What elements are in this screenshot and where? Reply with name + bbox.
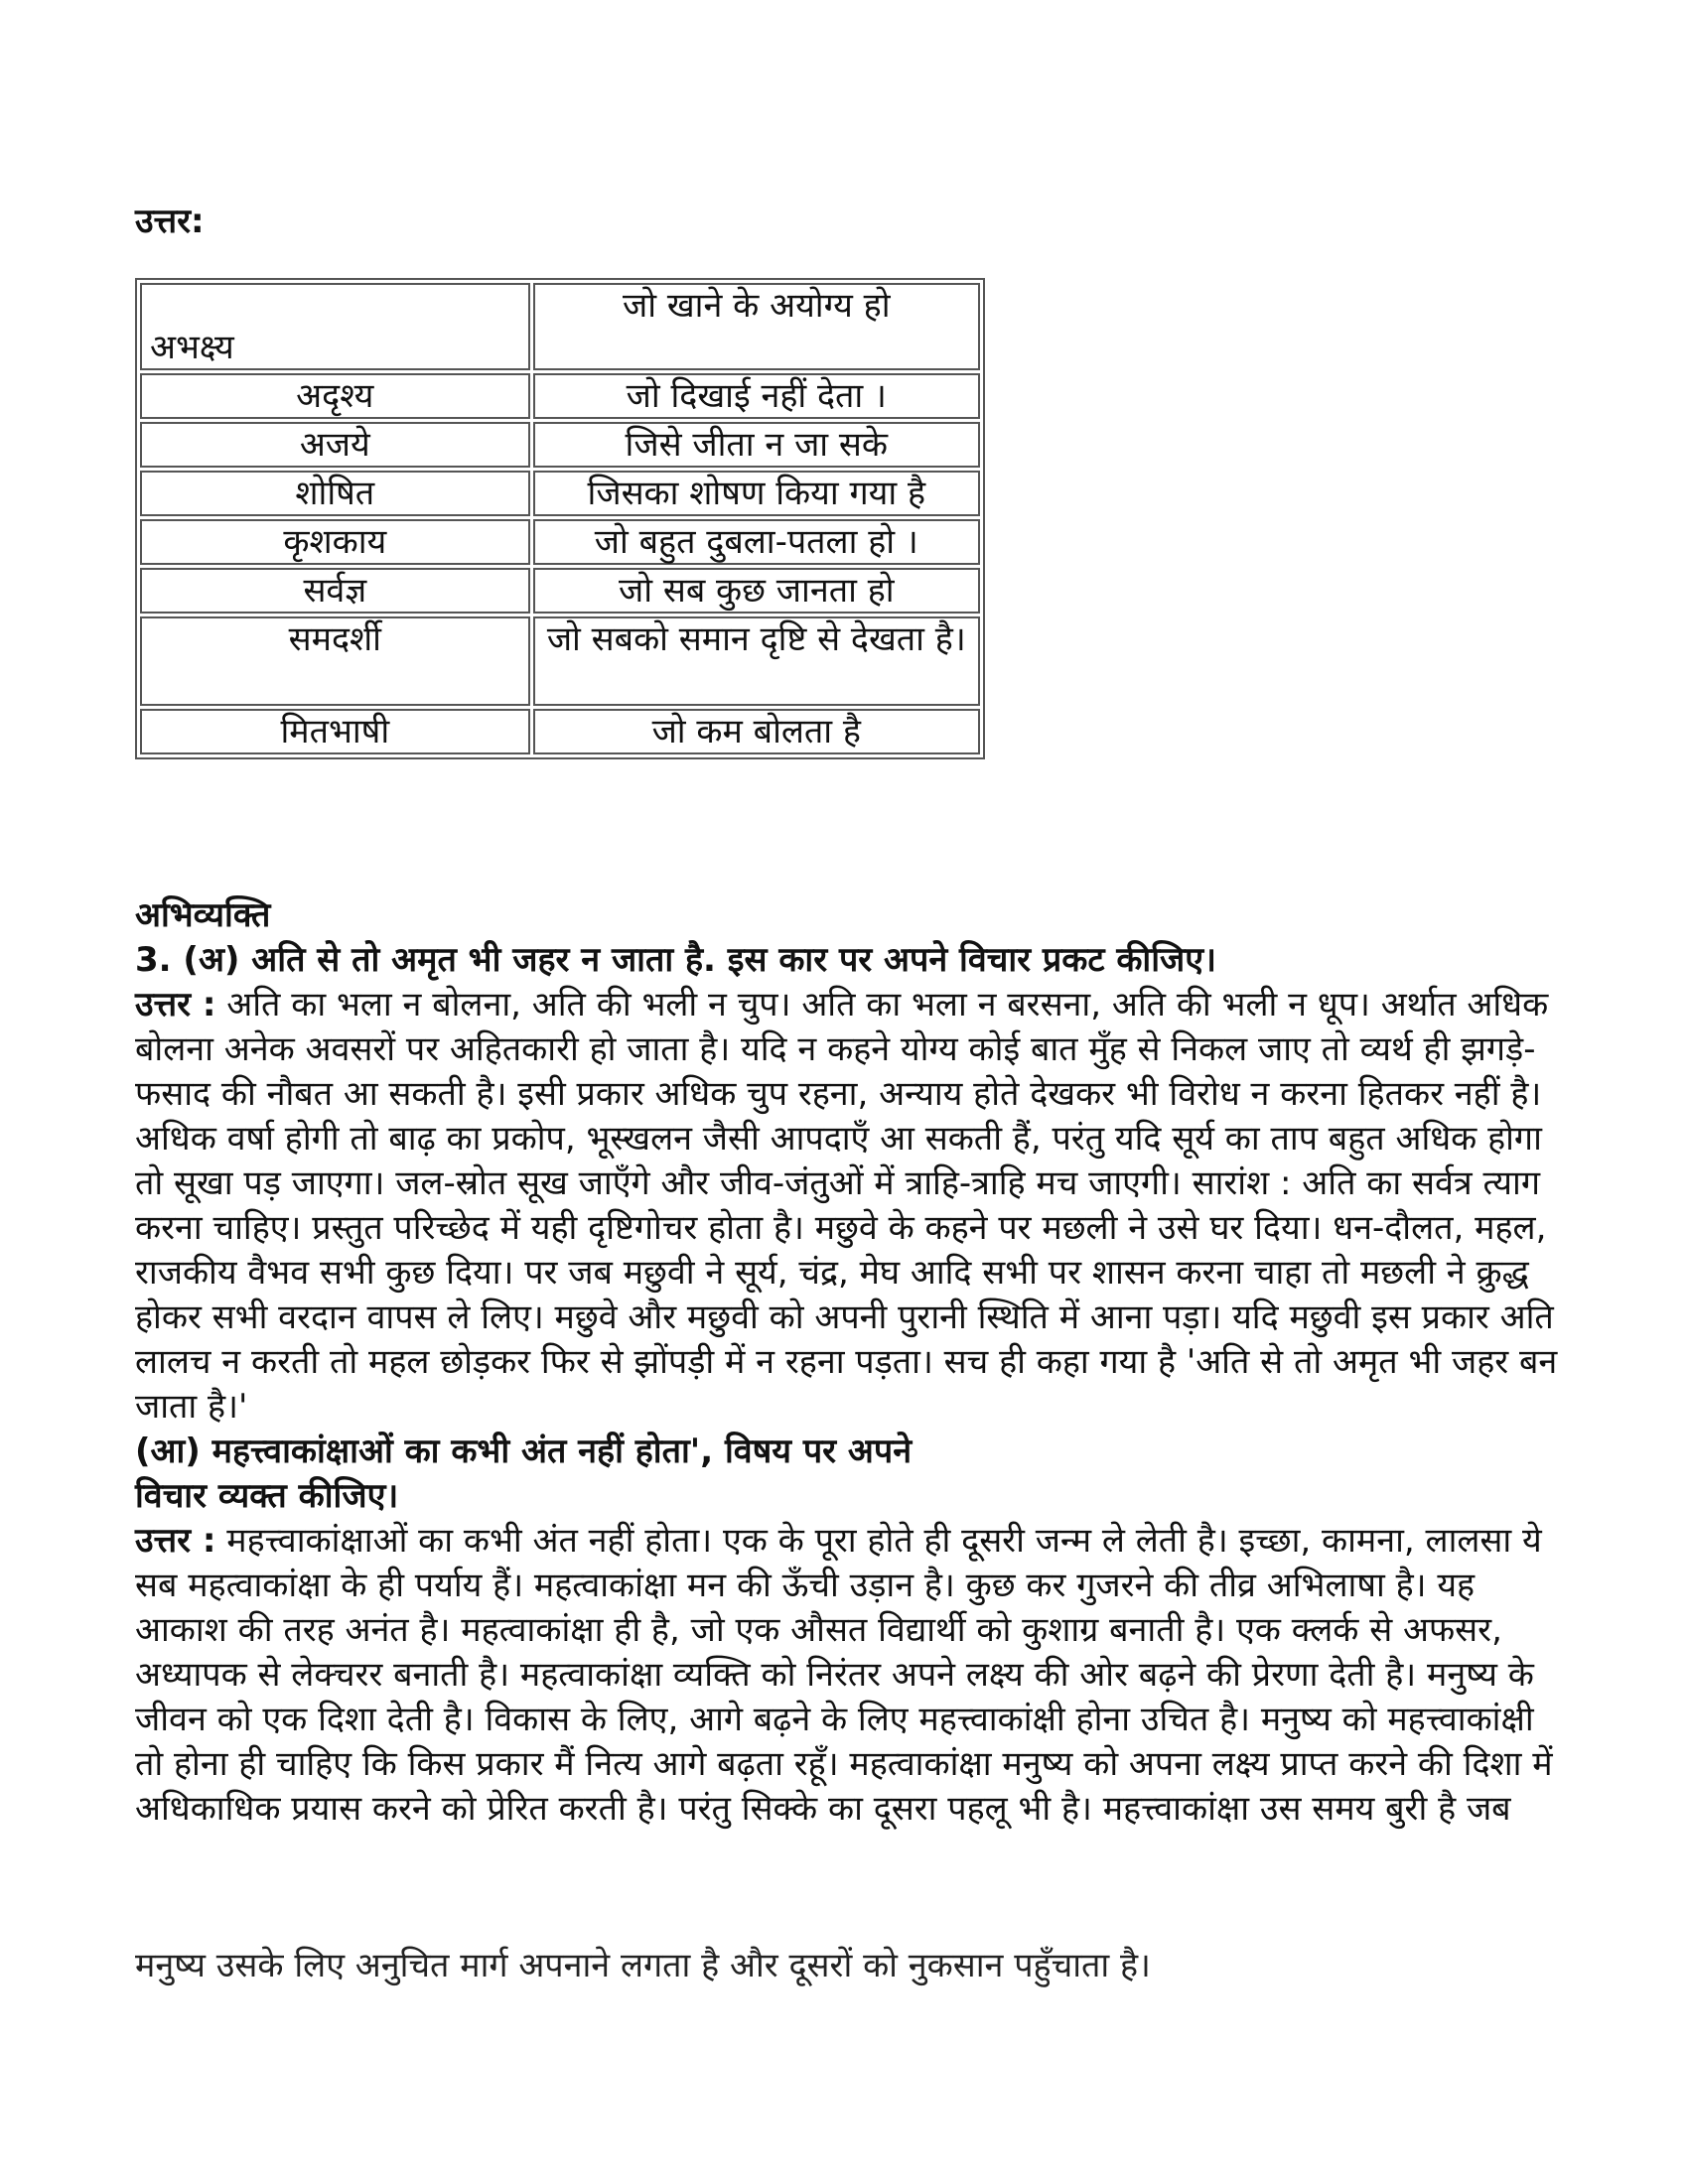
table-row — [140, 283, 980, 370]
table-row — [140, 471, 980, 516]
table-cell-meaning: जिसका शोषण किया गया है — [533, 471, 980, 516]
table-cell-meaning: जो बहुत दुबला-पतला हो । — [533, 519, 980, 565]
table-cell-meaning: जिसे जीता न जा सके — [533, 422, 980, 468]
table-cell-meaning: जो दिखाई नहीं देता । — [533, 373, 980, 419]
table-cell-term: अदृश्य — [140, 373, 530, 419]
section-heading: अभिव्यक्ति — [135, 895, 271, 935]
table-row — [140, 616, 980, 706]
expression-section — [135, 893, 1565, 1832]
table-cell-term: सर्वज्ञ — [140, 568, 530, 614]
table-row — [140, 373, 980, 419]
table-row — [140, 422, 980, 468]
question-3b-line2: विचार व्यक्त कीजिए। — [135, 1476, 399, 1516]
answer-text: अति का भला न बोलना, अति की भली न चुप। अति का भला न बरसना, अति की भली न धूप। अर्थात अधिक बोलना अनेक अवसरों पर अहितकारी हो जाता है। यदि न कहने योग्य कोई बात मुँह से निकल जाए तो व्यर्थ ही झगड़े-फसाद की नौबत आ सकती है। इसी प्रकार अधिक चुप रहना, अन्याय होते देखकर भी विरोध न करना हितकर नहीं है। अधिक वर्षा होगी तो बाढ़ का प्रकोप, भूस्खलन जैसी आपदाएँ आ सकती हैं, परंतु यदि सूर्य का ताप बहुत अधिक होगा तो सूखा पड़ जाएगा। जल-स्रोत सूख जाएँगे और जीव-जंतुओं में त्राहि-त्राहि मच जाएगी। सारांश : अति का सर्वत्र त्याग करना चाहिए। प्रस्तुत परिच्छेद में यही दृष्टिगोचर होता है। मछुवे के कहने पर मछली ने उसे घर दिया। धन-दौलत, महल, राजकीय वैभव सभी कुछ दिया। पर जब मछुवी ने सूर्य, चंद्र, मेघ आदि सभी पर शासन करना चाहा तो मछली ने क्रुद्ध होकर सभी वरदान वापस ले लिए। मछुवे और मछुवी को अपनी पुरानी स्थिति में आना पड़ा। यदि मछुवी इस प्रकार अति लालच न करती तो महल छोड़कर फिर से झोंपड़ी में न रहना पड़ता। सच ही कहा गया है 'अति से तो अमृत भी जहर बन जाता है।' — [135, 985, 1558, 1427]
answer-label: उत्तर: — [135, 202, 205, 241]
table-cell-term: अजये — [140, 422, 530, 468]
table-cell-meaning: जो सबको समान दृष्टि से देखता है। — [533, 616, 980, 706]
answer-prefix: उत्तर : — [135, 1521, 216, 1561]
table-row — [140, 568, 980, 614]
table-cell-meaning: जो खाने के अयोग्य हो — [533, 283, 980, 370]
table-cell-term: शोषित — [140, 471, 530, 516]
answer-text: महत्त्वाकांक्षाओं का कभी अंत नहीं होता। एक के पूरा होते ही दूसरी जन्म ले लेती है। इच्छा, कामना, लालसा ये सब महत्वाकांक्षा के ही पर्याय हैं। महत्वाकांक्षा मन की ऊँची उड़ान है। कुछ कर गुजरने की तीव्र अभिलाषा है। यह आकाश की तरह अनंत है। महत्वाकांक्षा ही है, जो एक औसत विद्यार्थी को कुशाग्र बनाती है। एक क्लर्क से अफसर, अध्यापक से लेक्चरर बनाती है। महत्वाकांक्षा व्यक्ति को निरंतर अपने लक्ष्य की ओर बढ़ने की प्रेरणा देती है। मनुष्य के जीवन को एक दिशा देती है। विकास के लिए, आगे बढ़ने के लिए महत्त्वाकांक्षी होना उचित है। मनुष्य को महत्त्वाकांक्षी तो होना ही चाहिए कि किस प्रकार मैं नित्य आगे बढ़ता रहूँ। महत्वाकांक्षा मनुष्य को अपना लक्ष्य प्राप्त करने की दिशा में अधिकाधिक प्रयास करने को प्रेरित करती है। परंतु सिक्के का दूसरा पहलू भी है। महत्त्वाकांक्षा उस समय बुरी है जब — [135, 1521, 1553, 1829]
table-cell-term: कृशकाय — [140, 519, 530, 565]
table-row — [140, 519, 980, 565]
table-cell-term: मितभाषी — [140, 709, 530, 754]
answer-3b — [135, 1519, 1565, 1832]
question-3a: 3. (अ) अति से तो अमृत भी जहर न जाता है. इस कार पर अपने विचार प्रकट कीजिए। — [135, 940, 1216, 980]
cutoff-text-line — [135, 1946, 1565, 1989]
table-row — [140, 709, 980, 754]
cutoff-text: मनुष्य उसके लिए अनुचित मार्ग अपनाने लगता है और दूसरों को नुकसान पहुँचाता है। — [135, 1946, 1151, 1985]
table-cell-term: अभक्ष्य — [140, 283, 530, 370]
word-meaning-table — [135, 278, 985, 759]
table-cell-term: समदर्शी — [140, 616, 530, 706]
answer-3a — [135, 983, 1565, 1430]
answer-prefix: उत्तर : — [135, 985, 216, 1024]
question-3b-line1: (आ) महत्त्वाकांक्षाओं का कभी अंत नहीं होता', विषय पर अपने — [135, 1432, 913, 1471]
table-cell-meaning: जो कम बोलता है — [533, 709, 980, 754]
table-cell-meaning: जो सब कुछ जानता हो — [533, 568, 980, 614]
